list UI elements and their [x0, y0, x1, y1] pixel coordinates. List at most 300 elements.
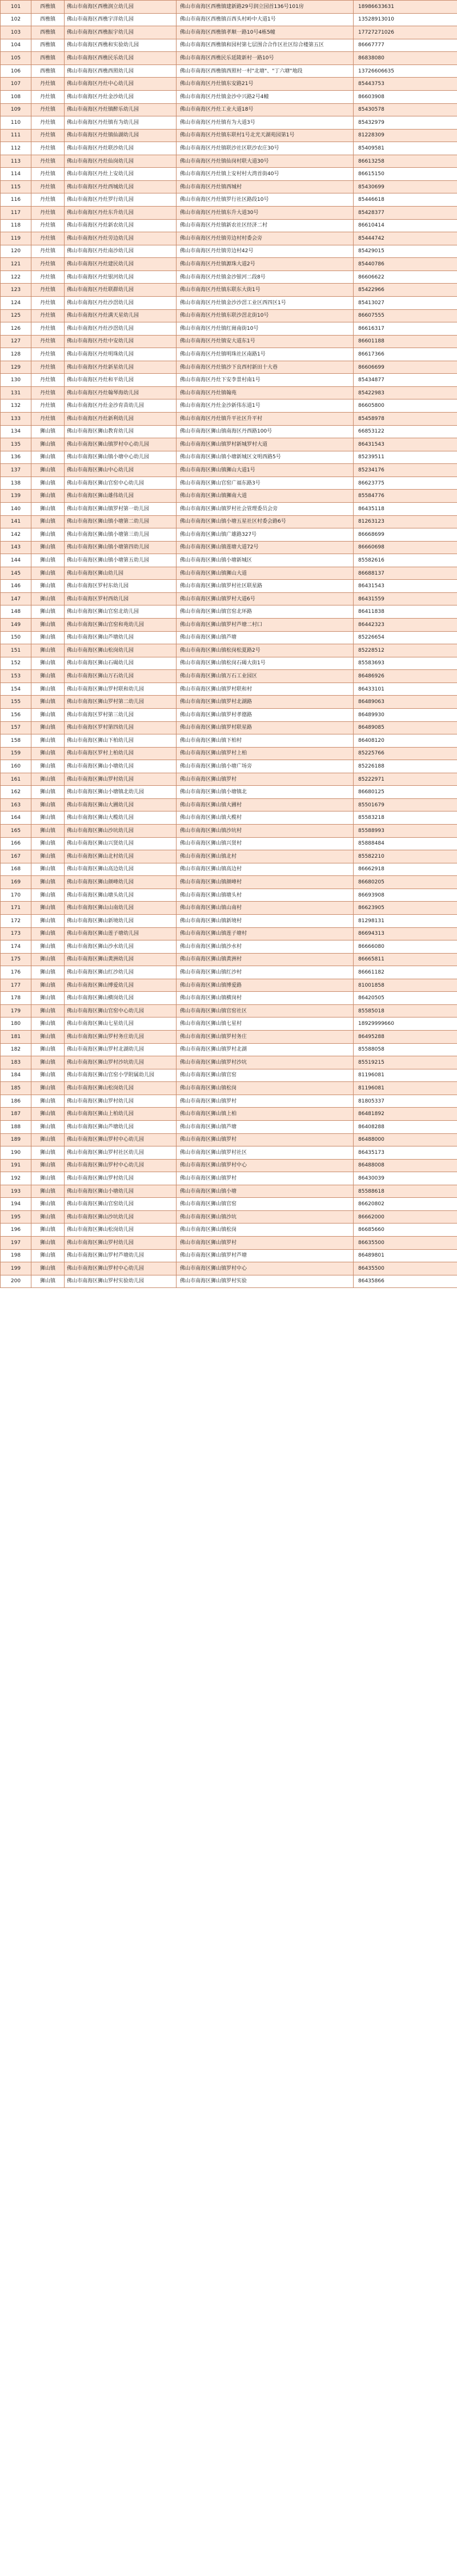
address-cell: 佛山市南海区狮山镇小塘	[177, 1185, 354, 1198]
phone-cell: 86615150	[354, 168, 457, 181]
kindergarten-name-cell: 佛山市南海区狮山镇小塘第五幼儿园	[65, 554, 177, 567]
row-number-cell: 193	[1, 1185, 31, 1198]
table-row	[1, 1108, 457, 1121]
address-cell: 佛山市南海区狮山镇官窑	[177, 1069, 354, 1082]
row-number-cell: 199	[1, 1262, 31, 1275]
town-cell: 丹灶镇	[31, 232, 65, 245]
row-number-cell: 159	[1, 747, 31, 760]
kindergarten-name-cell: 佛山市南海区狮山兴贤幼儿园	[65, 837, 177, 850]
table-row	[1, 927, 457, 940]
row-number-cell: 175	[1, 953, 31, 966]
row-number-cell: 147	[1, 592, 31, 605]
phone-cell: 85422983	[354, 386, 457, 399]
phone-cell: 86420505	[354, 992, 457, 1005]
table-row	[1, 1237, 457, 1250]
table-row	[1, 953, 457, 966]
table-row	[1, 502, 457, 515]
kindergarten-name-cell: 佛山市南海区狮山莲子塘幼儿园	[65, 927, 177, 940]
table-row	[1, 979, 457, 992]
phone-cell: 86685660	[354, 1224, 457, 1237]
kindergarten-name-cell: 佛山市南海区丹灶镇仙湖幼儿园	[65, 129, 177, 142]
town-cell: 西樵镇	[31, 1, 65, 14]
kindergarten-name-cell: 佛山市南海区狮山罗村幼儿园	[65, 1237, 177, 1250]
table-row	[1, 914, 457, 927]
table-row	[1, 116, 457, 130]
town-cell: 狮山镇	[31, 734, 65, 748]
town-cell: 狮山镇	[31, 773, 65, 786]
phone-cell: 86667777	[354, 39, 457, 52]
table-row	[1, 399, 457, 413]
table-row	[1, 876, 457, 889]
table-row	[1, 619, 457, 632]
address-cell: 佛山市南海区狮山镇沙水村	[177, 940, 354, 954]
town-cell: 狮山镇	[31, 1056, 65, 1069]
address-cell: 佛山市南海区丹灶镇金沙银河二段8号	[177, 270, 354, 284]
kindergarten-name-cell: 佛山市南海区丹灶镇醉乐幼儿园	[65, 103, 177, 116]
phone-cell: 85458978	[354, 413, 457, 426]
address-cell: 佛山市南海区狮山镇博爱路	[177, 979, 354, 992]
phone-cell: 86488000	[354, 1133, 457, 1146]
address-cell: 佛山市南海区狮山镇莲塘大道72号	[177, 541, 354, 554]
phone-cell: 85409581	[354, 142, 457, 155]
town-cell: 狮山镇	[31, 825, 65, 838]
row-number-cell: 168	[1, 863, 31, 876]
row-number-cell: 169	[1, 876, 31, 889]
row-number-cell: 185	[1, 1082, 31, 1095]
town-cell: 狮山镇	[31, 953, 65, 966]
row-number-cell: 102	[1, 13, 31, 26]
row-number-cell: 103	[1, 26, 31, 39]
town-cell: 狮山镇	[31, 850, 65, 863]
kindergarten-name-cell: 佛山市南海区狮山官窑中心幼儿园	[65, 477, 177, 490]
town-cell: 西樵镇	[31, 26, 65, 39]
phone-cell: 86606699	[354, 361, 457, 374]
table-row	[1, 1043, 457, 1056]
address-cell: 佛山市南海区狮山镇芦塘	[177, 1120, 354, 1133]
address-cell: 佛山市南海区丹灶镇沙下良西村新田十大巷	[177, 361, 354, 374]
table-row	[1, 541, 457, 554]
town-cell: 丹灶镇	[31, 335, 65, 348]
row-number-cell: 114	[1, 168, 31, 181]
town-cell: 丹灶镇	[31, 116, 65, 130]
kindergarten-name-cell: 佛山市南海区狮山幼儿园	[65, 567, 177, 580]
address-cell: 佛山市南海区狮山镇罗村大道6号	[177, 592, 354, 605]
kindergarten-name-cell: 佛山市南海区丹灶新农幼儿园	[65, 219, 177, 232]
address-cell: 佛山市南海区狮山镇松岗	[177, 1224, 354, 1237]
phone-cell: 85413027	[354, 296, 457, 309]
phone-cell: 81805337	[354, 1095, 457, 1108]
phone-cell: 86610414	[354, 219, 457, 232]
table-row	[1, 837, 457, 850]
address-cell: 佛山市南海区西樵镇孝顺一路10号4栋5幢	[177, 26, 354, 39]
phone-cell: 85226188	[354, 760, 457, 773]
address-cell: 佛山市南海区狮山镇罗村联和村	[177, 683, 354, 696]
table-row	[1, 438, 457, 451]
town-cell: 狮山镇	[31, 657, 65, 670]
row-number-cell: 176	[1, 966, 31, 979]
phone-cell: 86606622	[354, 270, 457, 284]
kindergarten-name-cell: 佛山市南海区狮山罗村中心幼儿园	[65, 1262, 177, 1275]
address-cell: 佛山市南海区狮山镇南海区丹西路100号	[177, 425, 354, 438]
kindergarten-name-cell: 佛山市南海区狮山松岗幼儿园	[65, 1224, 177, 1237]
table-row	[1, 554, 457, 567]
kindergarten-name-cell: 佛山市南海区狮山罗村中心幼儿园	[65, 1133, 177, 1146]
kindergarten-name-cell: 佛山市南海区丹灶中安幼儿园	[65, 335, 177, 348]
town-cell: 丹灶镇	[31, 348, 65, 361]
address-cell: 佛山市南海区狮山镇罗村	[177, 1172, 354, 1185]
row-number-cell: 192	[1, 1172, 31, 1185]
row-number-cell: 149	[1, 619, 31, 632]
kindergarten-name-cell: 佛山市南海区狮山官窑幼儿园	[65, 1198, 177, 1211]
phone-cell: 17727271026	[354, 26, 457, 39]
address-cell: 佛山市南海区丹灶镇红崗南街10号	[177, 322, 354, 336]
phone-cell: 81196081	[354, 1069, 457, 1082]
phone-cell: 85584776	[354, 490, 457, 503]
address-cell: 佛山市南海区丹灶工业大道18号	[177, 103, 354, 116]
phone-cell: 85585018	[354, 1004, 457, 1018]
address-cell: 佛山市南海区狮山镇北村	[177, 850, 354, 863]
town-cell: 丹灶镇	[31, 270, 65, 284]
table-row	[1, 129, 457, 142]
table-row	[1, 786, 457, 799]
address-cell: 佛山市南海区狮山镇小塘五星社区村委会路6号	[177, 515, 354, 528]
town-cell: 狮山镇	[31, 670, 65, 683]
kindergarten-name-cell: 佛山市南海区丹灶东升幼儿园	[65, 207, 177, 220]
phone-cell: 85429015	[354, 245, 457, 258]
table-row	[1, 528, 457, 542]
kindergarten-name-cell: 佛山市南海区丹灶劳边幼儿园	[65, 232, 177, 245]
phone-cell: 86617366	[354, 348, 457, 361]
phone-cell: 86613258	[354, 155, 457, 168]
address-cell: 佛山市南海区狮山镇罗村上柏	[177, 747, 354, 760]
town-cell: 狮山镇	[31, 502, 65, 515]
kindergarten-name-cell: 佛山市南海区丹灶镇有为幼儿园	[65, 116, 177, 130]
row-number-cell: 191	[1, 1159, 31, 1172]
row-number-cell: 138	[1, 477, 31, 490]
phone-cell: 86661182	[354, 966, 457, 979]
kindergarten-name-cell: 佛山市南海区狮山芦塘幼儿园	[65, 1120, 177, 1133]
table-row	[1, 1069, 457, 1082]
row-number-cell: 143	[1, 541, 31, 554]
row-number-cell: 157	[1, 721, 31, 734]
table-row	[1, 490, 457, 503]
address-cell: 佛山市南海区狮山镇罗村	[177, 773, 354, 786]
town-cell: 狮山镇	[31, 1159, 65, 1172]
kindergarten-name-cell: 佛山市南海区罗村西幼儿园	[65, 592, 177, 605]
town-cell: 狮山镇	[31, 889, 65, 902]
town-cell: 丹灶镇	[31, 374, 65, 387]
town-cell: 丹灶镇	[31, 155, 65, 168]
table-row	[1, 1262, 457, 1275]
address-cell: 佛山市南海区狮山镇官窑社区	[177, 1004, 354, 1018]
phone-cell: 86408288	[354, 1120, 457, 1133]
phone-cell: 86694313	[354, 927, 457, 940]
town-cell: 狮山镇	[31, 477, 65, 490]
row-number-cell: 116	[1, 193, 31, 207]
table-row	[1, 1198, 457, 1211]
kindergarten-name-cell: 佛山市南海区丹灶翰琴海幼儿园	[65, 386, 177, 399]
phone-cell: 18929999660	[354, 1018, 457, 1031]
kindergarten-name-cell: 佛山市南海区狮山小塘镇北幼儿园	[65, 786, 177, 799]
table-row	[1, 683, 457, 696]
town-cell: 丹灶镇	[31, 129, 65, 142]
address-cell: 佛山市南海区丹灶镇金沙中兴路2号4幢	[177, 90, 354, 103]
phone-cell: 86665811	[354, 953, 457, 966]
town-cell: 狮山镇	[31, 979, 65, 992]
town-cell: 狮山镇	[31, 1031, 65, 1044]
town-cell: 丹灶镇	[31, 219, 65, 232]
kindergarten-name-cell: 佛山市南海区狮山罗村社区幼儿园	[65, 1146, 177, 1160]
phone-cell: 86623905	[354, 902, 457, 915]
kindergarten-name-cell: 佛山市南海区狮山罗村中心幼儿园	[65, 1159, 177, 1172]
row-number-cell: 181	[1, 1031, 31, 1044]
phone-cell: 85888484	[354, 837, 457, 850]
town-cell: 狮山镇	[31, 708, 65, 721]
row-number-cell: 172	[1, 914, 31, 927]
kindergarten-name-cell: 佛山市南海区丹灶南沙幼儿园	[65, 245, 177, 258]
phone-cell: 81263123	[354, 515, 457, 528]
town-cell: 丹灶镇	[31, 296, 65, 309]
town-cell: 狮山镇	[31, 567, 65, 580]
phone-cell: 86495288	[354, 1031, 457, 1044]
row-number-cell: 113	[1, 155, 31, 168]
town-cell: 狮山镇	[31, 1210, 65, 1224]
row-number-cell: 135	[1, 438, 31, 451]
town-cell: 西樵镇	[31, 39, 65, 52]
town-cell: 狮山镇	[31, 1120, 65, 1133]
table-row	[1, 1210, 457, 1224]
town-cell: 狮山镇	[31, 760, 65, 773]
town-cell: 狮山镇	[31, 876, 65, 889]
kindergarten-name-cell: 佛山市南海区狮山沙水幼儿园	[65, 940, 177, 954]
kindergarten-name-cell: 佛山市南海区罗村东幼儿园	[65, 580, 177, 593]
table-row	[1, 1159, 457, 1172]
table-row	[1, 825, 457, 838]
phone-cell: 86489801	[354, 1249, 457, 1262]
address-cell: 佛山市南海区西樵镇西照村一村"北塘"、"丁六塘"地段	[177, 64, 354, 78]
row-number-cell: 140	[1, 502, 31, 515]
town-cell: 丹灶镇	[31, 258, 65, 271]
row-number-cell: 105	[1, 52, 31, 65]
town-cell: 狮山镇	[31, 1237, 65, 1250]
table-row	[1, 1172, 457, 1185]
town-cell: 狮山镇	[31, 966, 65, 979]
phone-cell: 81228309	[354, 129, 457, 142]
kindergarten-name-cell: 佛山市南海区狮山教育幼儿园	[65, 425, 177, 438]
phone-cell: 86433101	[354, 683, 457, 696]
kindergarten-name-cell: 佛山市南海区狮山镇小塘第二幼儿园	[65, 515, 177, 528]
row-number-cell: 183	[1, 1056, 31, 1069]
row-number-cell: 165	[1, 825, 31, 838]
phone-cell: 86693908	[354, 889, 457, 902]
town-cell: 狮山镇	[31, 1224, 65, 1237]
row-number-cell: 132	[1, 399, 31, 413]
table-row	[1, 889, 457, 902]
town-cell: 丹灶镇	[31, 399, 65, 413]
address-cell: 佛山市南海区狮山镇罗村	[177, 1133, 354, 1146]
address-cell: 佛山市南海区狮山镇官窑北环路	[177, 605, 354, 619]
address-cell: 佛山市南海区狮山镇山南村	[177, 902, 354, 915]
address-cell: 佛山市南海区狮山镇小塘镇北	[177, 786, 354, 799]
town-cell: 狮山镇	[31, 464, 65, 477]
row-number-cell: 200	[1, 1275, 31, 1288]
kindergarten-name-cell: 佛山市南海区狮山七星幼儿园	[65, 1018, 177, 1031]
row-number-cell: 170	[1, 889, 31, 902]
row-number-cell: 109	[1, 103, 31, 116]
address-cell: 佛山市南海区丹灶镇升平社区升平村	[177, 413, 354, 426]
town-cell: 狮山镇	[31, 528, 65, 542]
row-number-cell: 179	[1, 1004, 31, 1018]
address-cell: 佛山市南海区丹灶镇新农社区经济二村	[177, 219, 354, 232]
phone-cell: 86601188	[354, 335, 457, 348]
row-number-cell: 112	[1, 142, 31, 155]
kindergarten-name-cell: 佛山市南海区丹灶上安幼儿园	[65, 168, 177, 181]
phone-cell: 81298131	[354, 914, 457, 927]
table-row	[1, 940, 457, 954]
table-row	[1, 1018, 457, 1031]
row-number-cell: 125	[1, 309, 31, 322]
table-row	[1, 760, 457, 773]
address-cell: 佛山市南海区狮山镇罗村实验	[177, 1275, 354, 1288]
table-row	[1, 219, 457, 232]
address-cell: 佛山市南海区丹灶镇东联村1号北光天湖苑园第1号	[177, 129, 354, 142]
row-number-cell: 155	[1, 696, 31, 709]
kindergarten-name-cell: 佛山市南海区丹灶银河幼儿园	[65, 270, 177, 284]
table-row	[1, 322, 457, 336]
row-number-cell: 120	[1, 245, 31, 258]
address-cell: 佛山市南海区狮山镇罗村联星路	[177, 721, 354, 734]
address-cell: 佛山市南海区丹灶镇翰苑	[177, 386, 354, 399]
address-cell: 佛山市南海区狮山镇万石工业园区	[177, 670, 354, 683]
table-row	[1, 39, 457, 52]
table-row	[1, 657, 457, 670]
table-row	[1, 966, 457, 979]
table-row	[1, 26, 457, 39]
address-cell: 佛山市南海区丹灶镇东联沙滘北街10号	[177, 309, 354, 322]
row-number-cell: 127	[1, 335, 31, 348]
kindergarten-name-cell: 佛山市南海区狮山官窑小学附属幼儿园	[65, 1069, 177, 1082]
kindergarten-name-cell: 佛山市南海区狮山官窑北幼儿园	[65, 605, 177, 619]
town-cell: 狮山镇	[31, 644, 65, 657]
phone-cell: 81196081	[354, 1082, 457, 1095]
table-row	[1, 721, 457, 734]
row-number-cell: 106	[1, 64, 31, 78]
row-number-cell: 119	[1, 232, 31, 245]
address-cell: 佛山市南海区狮山镇芦塘	[177, 631, 354, 644]
address-cell: 佛山市南海区狮山镇官窑	[177, 1198, 354, 1211]
address-cell: 佛山市南海区狮山镇罗村芦塘	[177, 1249, 354, 1262]
row-number-cell: 110	[1, 116, 31, 130]
address-cell: 佛山市南海区狮山镇罗村孝德路	[177, 708, 354, 721]
table-row	[1, 193, 457, 207]
row-number-cell: 173	[1, 927, 31, 940]
table-row	[1, 1056, 457, 1069]
row-number-cell: 137	[1, 464, 31, 477]
address-cell: 佛山市南海区狮山镇罗村中心	[177, 1159, 354, 1172]
address-cell: 佛山市南海区狮山镇狮南大道	[177, 490, 354, 503]
table-row	[1, 567, 457, 580]
kindergarten-name-cell: 佛山市南海区狮山松岗幼儿园	[65, 644, 177, 657]
phone-cell: 86408120	[354, 734, 457, 748]
address-cell: 佛山市南海区狮山镇松岗石碣大街1号	[177, 657, 354, 670]
row-number-cell: 198	[1, 1249, 31, 1262]
address-cell: 佛山市南海区狮山镇罗村社区	[177, 1146, 354, 1160]
kindergarten-name-cell: 佛山市南海区狮山罗村芦塘幼儿园	[65, 1249, 177, 1262]
address-cell: 佛山市南海区狮山镇罗村	[177, 1237, 354, 1250]
phone-cell: 86680125	[354, 786, 457, 799]
town-cell: 狮山镇	[31, 721, 65, 734]
town-cell: 狮山镇	[31, 747, 65, 760]
row-number-cell: 130	[1, 374, 31, 387]
kindergarten-name-cell: 佛山市南海区狮山北村幼儿园	[65, 850, 177, 863]
kindergarten-name-cell: 佛山市南海区丹灶中心幼儿园	[65, 78, 177, 91]
town-cell: 狮山镇	[31, 837, 65, 850]
town-cell: 狮山镇	[31, 1198, 65, 1211]
kindergarten-name-cell: 佛山市南海区狮山罗村幼儿园	[65, 1172, 177, 1185]
town-cell: 丹灶镇	[31, 207, 65, 220]
table-row	[1, 374, 457, 387]
phone-cell: 13726606635	[354, 64, 457, 78]
kindergarten-name-cell: 佛山市南海区西樵润立幼儿园	[65, 1, 177, 14]
kindergarten-name-cell: 佛山市南海区狮山颜峰幼儿园	[65, 876, 177, 889]
row-number-cell: 115	[1, 180, 31, 193]
row-number-cell: 152	[1, 657, 31, 670]
phone-cell: 86489063	[354, 696, 457, 709]
phone-cell: 86662000	[354, 1210, 457, 1224]
row-number-cell: 131	[1, 386, 31, 399]
address-cell: 佛山市南海区丹灶镇有为大道3号	[177, 116, 354, 130]
town-cell: 狮山镇	[31, 940, 65, 954]
kindergarten-name-cell: 佛山市南海区丹灶沙滘幼儿园	[65, 322, 177, 336]
kindergarten-name-cell: 佛山市南海区狮山罗村北湖幼儿园	[65, 1043, 177, 1056]
row-number-cell: 197	[1, 1237, 31, 1250]
phone-cell: 85582210	[354, 850, 457, 863]
kindergarten-name-cell: 佛山市南海区狮山大圃幼儿园	[65, 798, 177, 811]
address-cell: 佛山市南海区狮山镇高边村	[177, 863, 354, 876]
row-number-cell: 161	[1, 773, 31, 786]
table-row	[1, 155, 457, 168]
town-cell: 狮山镇	[31, 1133, 65, 1146]
address-cell: 佛山市南海区狮山镇七星村	[177, 1018, 354, 1031]
kindergarten-name-cell: 佛山市南海区狮山镇罗村第一幼儿园	[65, 502, 177, 515]
town-cell: 狮山镇	[31, 425, 65, 438]
kindergarten-name-cell: 佛山市南海区丹灶联沙幼儿园	[65, 142, 177, 155]
table-row	[1, 592, 457, 605]
town-cell: 丹灶镇	[31, 386, 65, 399]
address-cell: 佛山市南海区狮山镇松岗松夏路2号	[177, 644, 354, 657]
table-row	[1, 811, 457, 825]
phone-cell: 85582616	[354, 554, 457, 567]
phone-cell: 86666080	[354, 940, 457, 954]
row-number-cell: 123	[1, 284, 31, 297]
table-row	[1, 258, 457, 271]
kindergarten-name-cell: 佛山市南海区罗村上柏幼儿园	[65, 747, 177, 760]
town-cell: 狮山镇	[31, 605, 65, 619]
kindergarten-name-cell: 佛山市南海区丹灶联群幼儿园	[65, 284, 177, 297]
address-cell: 佛山市南海区西樵民乐延陵新村一路10号	[177, 52, 354, 65]
table-row	[1, 335, 457, 348]
kindergarten-name-cell: 佛山市南海区西樵宇洋幼儿园	[65, 13, 177, 26]
phone-cell: 86607555	[354, 309, 457, 322]
row-number-cell: 129	[1, 361, 31, 374]
address-cell: 佛山市南海区狮山镇沙坑	[177, 1210, 354, 1224]
town-cell: 狮山镇	[31, 683, 65, 696]
address-cell: 佛山市南海区西樵镇建新路29号润立园首136号101房	[177, 1, 354, 14]
kindergarten-name-cell: 佛山市南海区狮山罗村实验幼儿园	[65, 1275, 177, 1288]
kindergarten-name-cell: 佛山市南海区狮山罗村幼儿园	[65, 773, 177, 786]
phone-cell: 86435500	[354, 1262, 457, 1275]
row-number-cell: 180	[1, 1018, 31, 1031]
